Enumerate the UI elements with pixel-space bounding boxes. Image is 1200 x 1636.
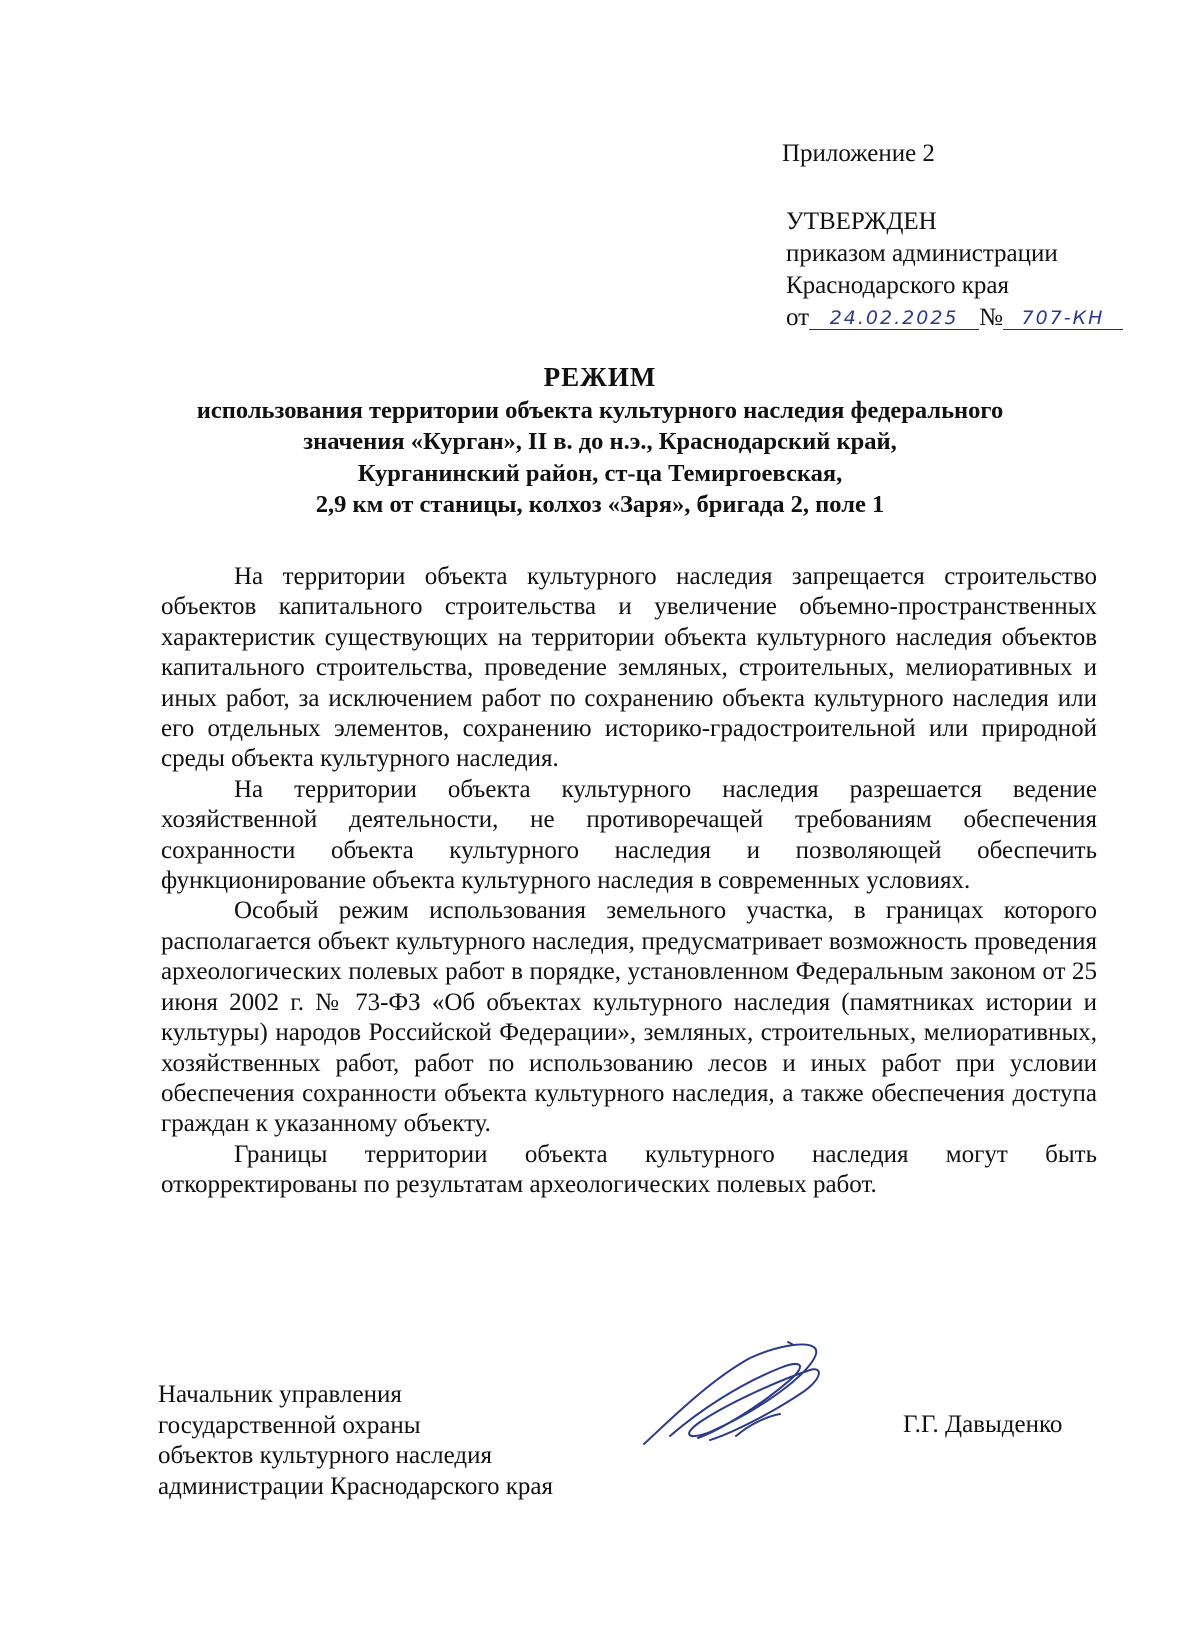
approved-by-line-1: приказом администрации: [786, 240, 1058, 267]
signer-name: Г.Г. Давыденко: [903, 1411, 1063, 1438]
paragraph-special-regime: Особый режим использования земельного участка, в границах которого располагается объект культурного наследия, предусматривает возможность проведения археологических полевых работ в порядке, установленном Федеральным законом от 25 июня 2002 г. № 73-ФЗ «Об объектах культурного наследия (памятниках истории и культуры) народов Российской Федерации», земляных, строительных, мелиоративных, хозяйственных работ, работ по использованию лесов и иных работ при условии обеспечения сохранности объекта культурного наследия, а также обеспечения доступа граждан к указанному объекту.: [161, 897, 1097, 1138]
signer-position-line-3: объектов культурного наследия: [158, 1442, 492, 1469]
document-title: [140, 362, 1060, 521]
appendix-label: Приложение 2: [782, 140, 935, 167]
paragraph-boundaries: Границы территории объекта культурного наследия могут быть откорректированы по результатам археологических полевых работ.: [161, 1140, 1097, 1199]
signer-position-line-2: государственной охраны: [158, 1411, 421, 1439]
signer-position: [158, 1380, 553, 1502]
paragraph-prohibitions: На территории объекта культурного наследия запрещается строительство объектов капитального строительства и увеличение объемно-пространственных характеристик существующих на территории объекта культурного наследия объектов капитального строительства, проведение земляных, строительных, мелиоративных и иных работ, за исключением работ по сохранению объекта культурного наследия или его отдельных элементов, сохранению историко-градостроительной или природной среды объекта культурного наследия.: [161, 563, 1097, 773]
approval-block: [786, 206, 1123, 334]
approved-by-line-2: Краснодарского края: [786, 272, 1009, 299]
document-body: [161, 562, 1097, 1201]
number-sign: №: [979, 304, 1003, 331]
handwritten-signature-icon: [640, 1340, 840, 1450]
signature-strokes: [644, 1342, 819, 1444]
signer-position-line-4: администрации Краснодарского края: [158, 1472, 554, 1500]
title-line-4: 2,9 км от станицы, колхоз «Заря», бригада 2, поле 1: [315, 491, 885, 518]
signer-position-line-1: Начальник управления: [158, 1381, 402, 1408]
title-line-1: использования территории объекта культурного наследия федерального: [196, 396, 1004, 424]
title-main: РЕЖИМ: [543, 362, 657, 392]
title-line-3: Курганинский район, ст-ца Темиргоевская,: [357, 459, 843, 487]
order-date-number-line: [786, 302, 1123, 334]
paragraph-permissions: На территории объекта культурного наследия разрешается ведение хозяйственной деятельности, не противоречащей требованиям обеспечения сохранности объекта культурного наследия и позволяющей обеспечить функционирование объекта культурного наследия в современных условиях.: [161, 775, 1097, 895]
handwritten-order-number: 707-КН: [1003, 307, 1123, 330]
approved-stamp-text: УТВЕРЖДЕН: [786, 208, 937, 235]
handwritten-date: 24.02.2025: [809, 307, 979, 330]
title-line-2: значения «Курган», II в. до н.э., Краснодарский край,: [303, 428, 897, 455]
date-prefix: от: [786, 304, 810, 331]
